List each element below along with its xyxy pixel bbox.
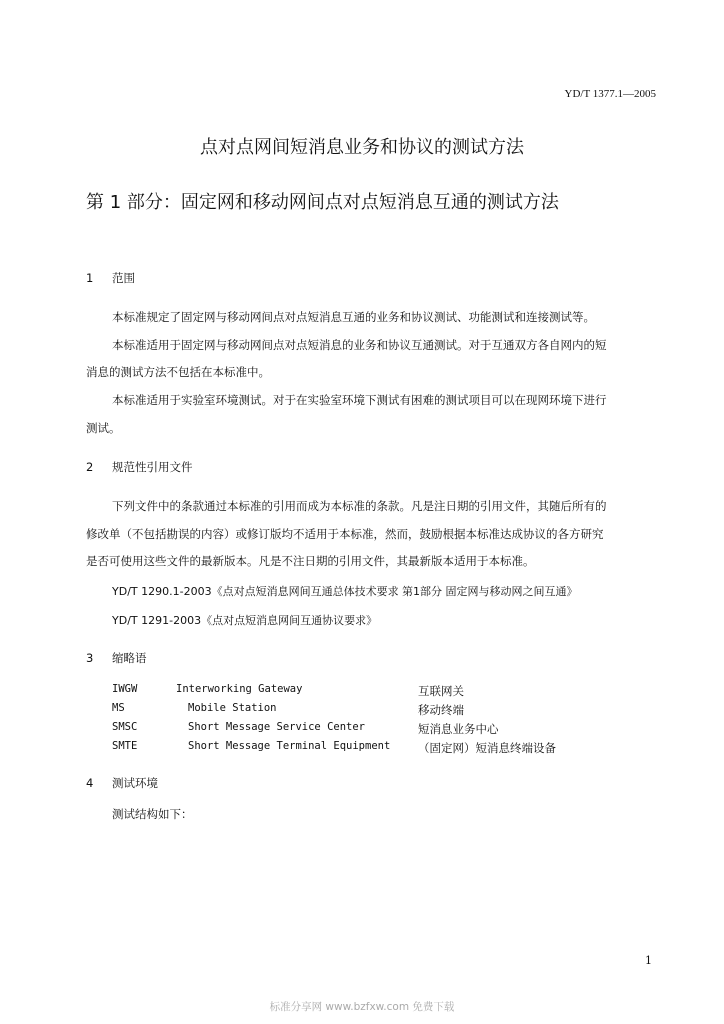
section-number: 1 [86,271,94,285]
abbreviation-chinese: （固定网）短消息终端设备 [418,741,556,755]
abbreviation-row [112,740,632,756]
abbreviation-chinese: 短消息业务中心 [418,722,499,736]
paragraph-line: 是否可使用这些文件的最新版本。凡是不注日期的引用文件，其最新版本适用于本标准。 [86,554,535,568]
section-title: 规范性引用文件 [112,460,193,474]
abbreviation-english: Short Message Service Center [188,721,366,733]
abbreviation-chinese: 移动终端 [418,703,464,717]
standard-number: YD/T 1377.1—2005 [564,88,656,100]
document-title: 点对点网间短消息业务和协议的测试方法 [200,137,524,158]
paragraph-line: 消息的测试方法不包括在本标准中。 [86,365,270,379]
paragraph-line: 修改单（不包括勘误的内容）或修订版均不适用于本标准，然而，鼓励根据本标准达成协议的各方研究 [86,527,604,541]
section-title: 缩略语 [112,651,147,665]
section-heading-abbreviations [86,650,147,666]
abbreviation: SMTE [112,740,138,752]
paragraph-line: 测试结构如下： [112,807,193,821]
part-title: 第 1 部分：固定网和移动网间点对点短消息互通的测试方法 [86,192,559,213]
paragraph-line: 下列文件中的条款通过本标准的引用而成为本标准的条款。凡是注日期的引用文件，其随后所有的 [112,499,607,513]
paragraph-line: 本标准规定了固定网与移动网间点对点短消息互通的业务和协议测试、功能测试和连接测试等。 [112,310,595,324]
page-number: 1 [645,954,652,967]
abbreviation-english: Mobile Station [188,702,277,714]
section-heading-references [86,459,193,475]
section-heading-scope [86,270,135,286]
abbreviation: MS [112,702,125,714]
paragraph-line: 测试。 [86,421,121,435]
footer-watermark: 标准分享网 www.bzfxw.com 免费下载 [269,1001,455,1013]
reference-item: YD/T 1291-2003《点对点短消息网间互通协议要求》 [112,614,378,627]
abbreviation: IWGW [112,683,138,695]
abbreviation-row [112,683,632,699]
abbreviation-row [112,721,632,737]
abbreviation: SMSC [112,721,138,733]
section-title: 测试环境 [112,776,158,790]
section-number: 4 [86,776,94,790]
paragraph-line: 本标准适用于固定网与移动网间点对点短消息的业务和协议互通测试。对于互通双方各自网内的短 [112,338,607,352]
reference-item: YD/T 1290.1-2003《点对点短消息网间互通总体技术要求 第1部分 固定网与移动网之间互通》 [112,585,578,598]
section-number: 2 [86,460,94,474]
abbreviation-row [112,702,632,718]
abbreviation-chinese: 互联网关 [418,684,464,698]
section-title: 范围 [112,271,135,285]
paragraph-line: 本标准适用于实验室环境测试。对于在实验室环境下测试有困难的测试项目可以在现网环境下进行 [112,393,607,407]
abbreviation-english: Short Message Terminal Equipment [188,740,391,752]
section-heading-environment [86,775,158,791]
section-number: 3 [86,651,94,665]
abbreviation-english: Interworking Gateway [176,683,303,695]
